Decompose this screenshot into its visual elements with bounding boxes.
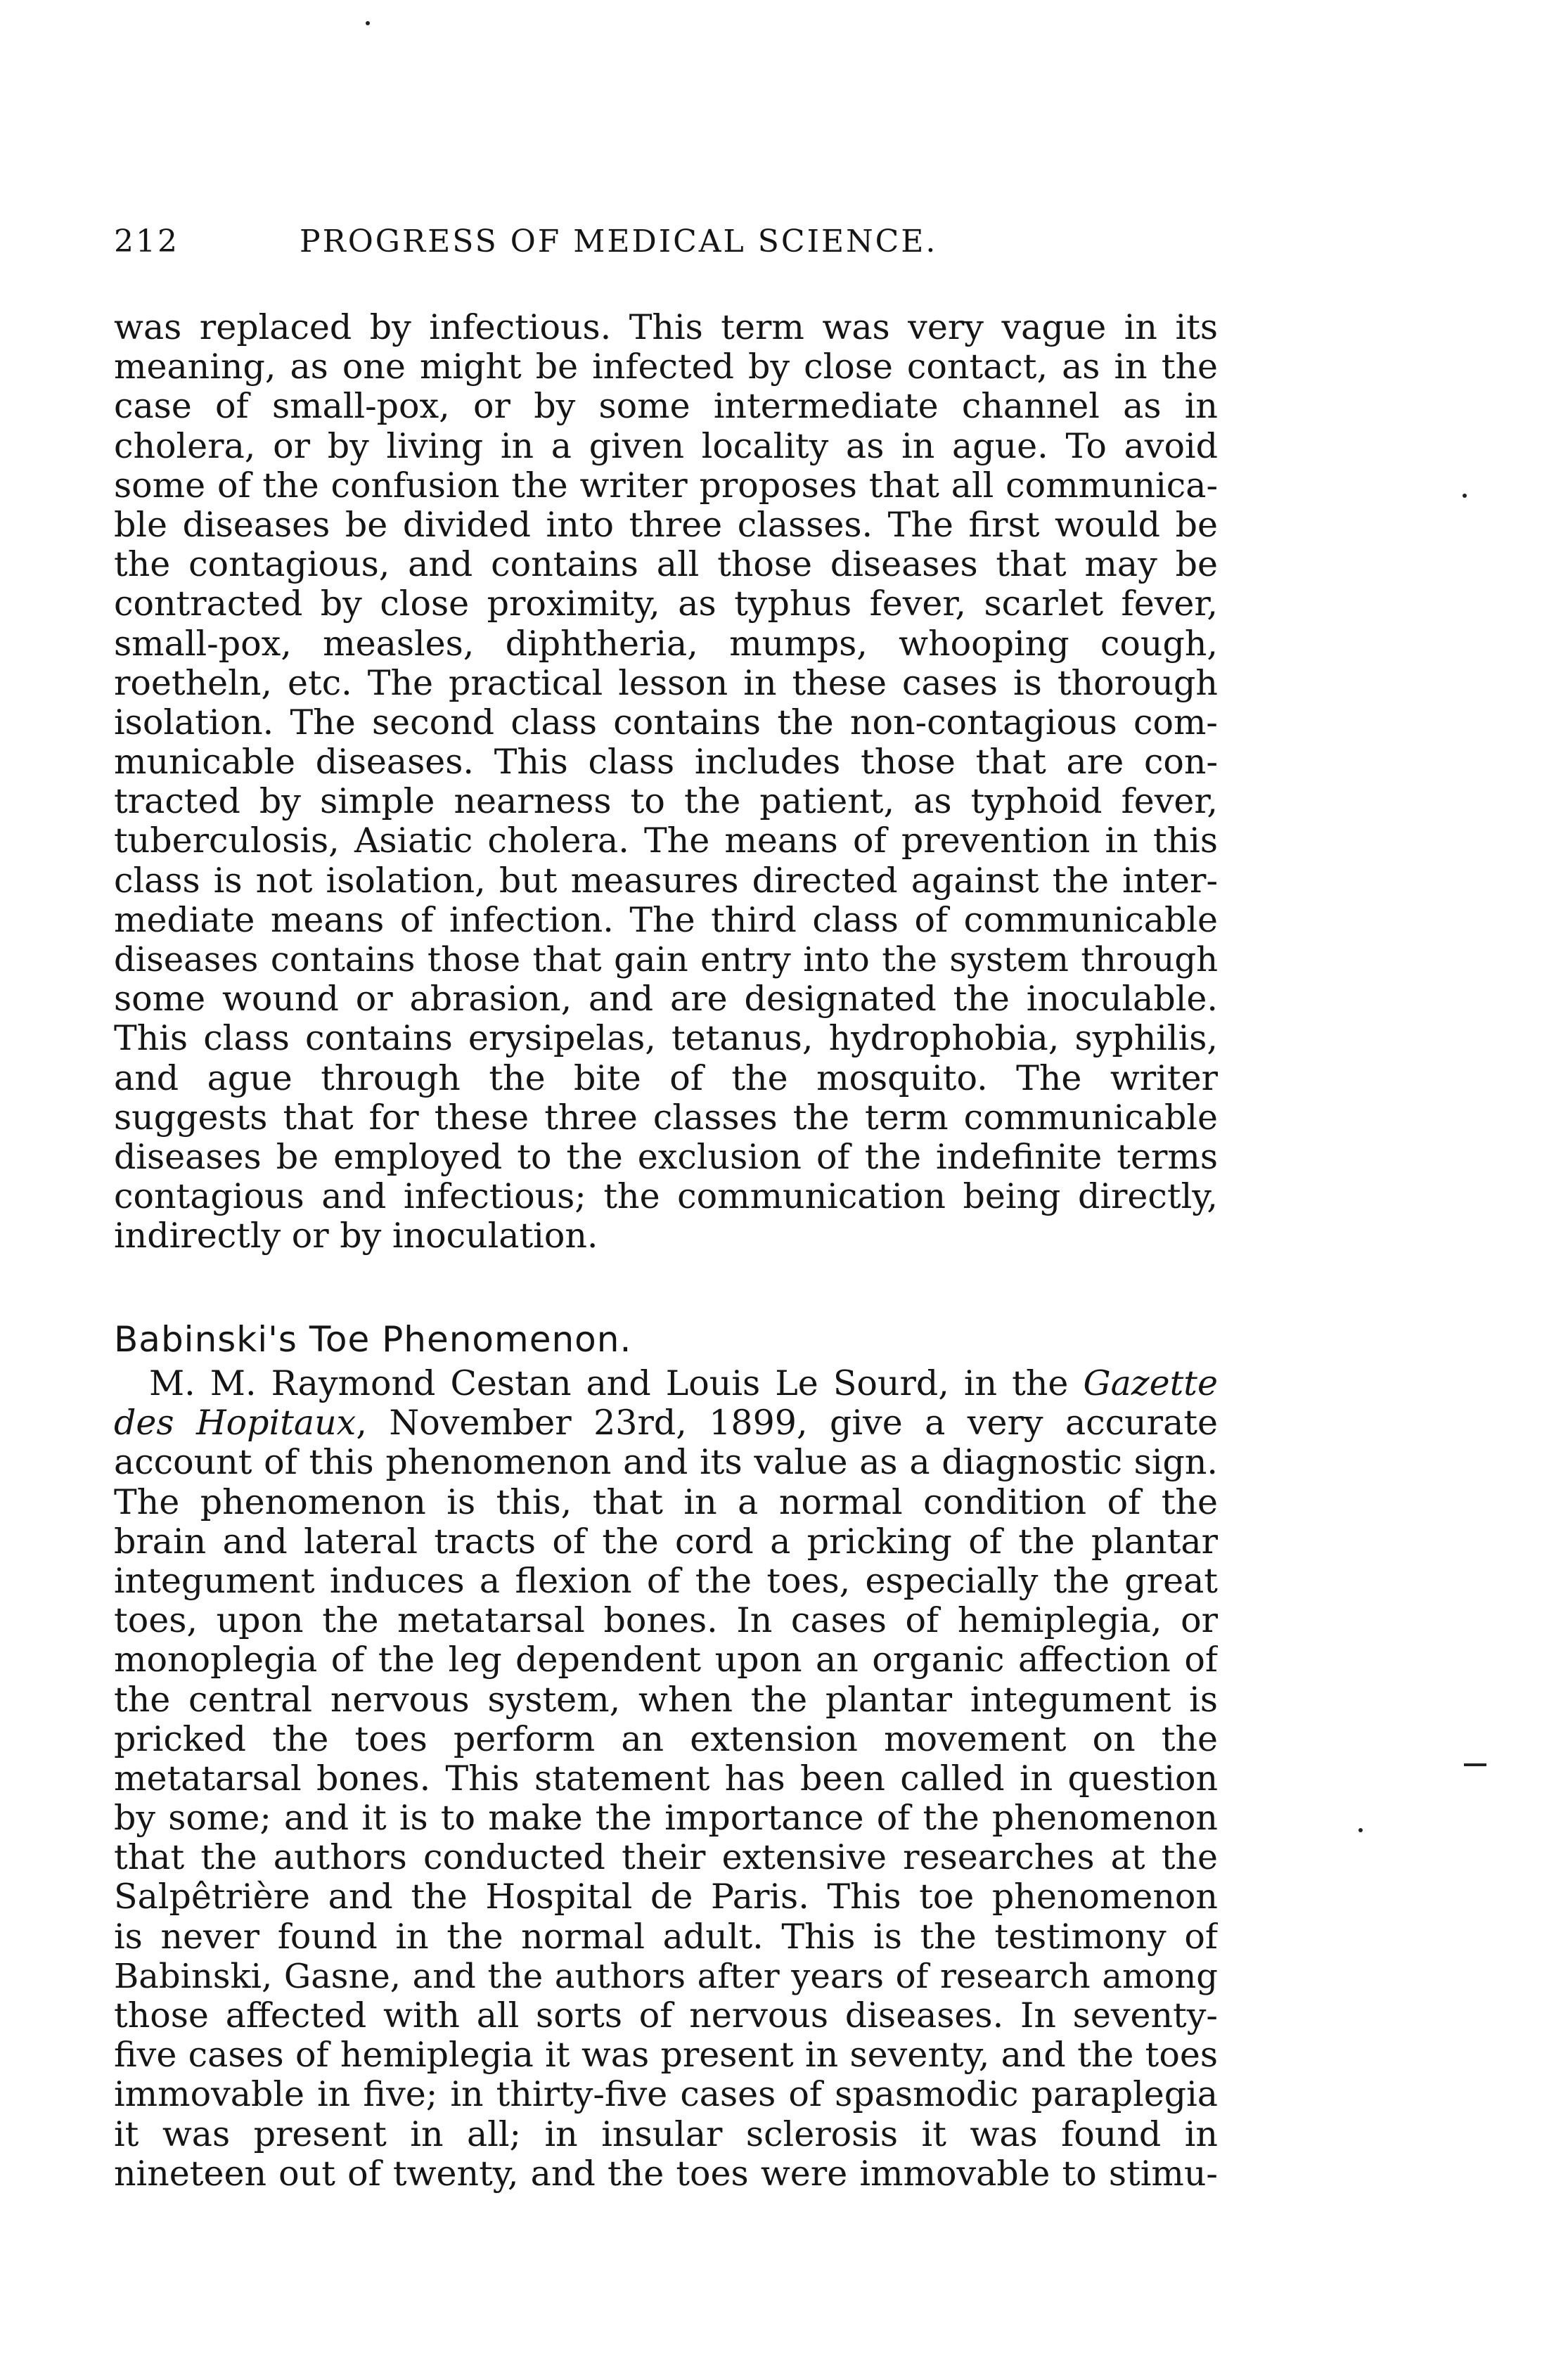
paragraph-line: it was present in all; in insular sclerosis it was found in [114, 2114, 1218, 2154]
paragraph-line: diseases contains those that gain entry into the system through [114, 940, 1218, 979]
paragraph-line: monoplegia of the leg dependent upon an organic affection of [114, 1640, 1218, 1680]
paragraph-line: the contagious, and contains all those diseases that may be [114, 545, 1218, 585]
ink-speck [1463, 494, 1467, 498]
paragraph-line: those affected with all sorts of nervous diseases. In seventy- [114, 1996, 1218, 2036]
paragraph-line: toes, upon the metatarsal bones. In cases of hemiplegia, or [114, 1601, 1218, 1641]
paragraph-line: The phenomenon is this, that in a normal condition of the [114, 1482, 1218, 1522]
paragraph-line: municable diseases. This class includes those that are con- [114, 742, 1218, 783]
paragraph-line: is never found in the normal adult. This is the testimony of [114, 1917, 1218, 1957]
paragraph-line: isolation. The second class contains the non-contagious com- [114, 702, 1218, 742]
line-text: , November 23rd, 1899, give a very accurate [356, 1403, 1218, 1443]
paragraph-line: ble diseases be divided into three classes. The first would be [114, 505, 1218, 545]
paragraph-line: some wound or abrasion, and are designated the inoculable. [114, 979, 1218, 1020]
margin-dash-mark [1464, 1763, 1486, 1766]
paragraph-line: mediate means of infection. The third class of communicable [114, 900, 1218, 940]
paragraph-line: five cases of hemiplegia it was present in seventy, and the toes [114, 2036, 1218, 2076]
paragraph-line: immovable in five; in thirty-five cases of spasmodic paraplegia [114, 2075, 1218, 2115]
paragraph-line: account of this phenomenon and its value as a diagnostic sign. [114, 1443, 1218, 1483]
paragraph-line: and ague through the bite of the mosquito. The writer [114, 1058, 1218, 1098]
paragraph-line: nineteen out of twenty, and the toes were immovable to stimu- [114, 2154, 1218, 2194]
paragraph-line: pricked the toes perform an extension movement on the [114, 1719, 1218, 1759]
paragraph-line: that the authors conducted their extensive researches at the [114, 1838, 1218, 1878]
paragraph-line: tracted by simple nearness to the patient, as typhoid fever, [114, 782, 1218, 822]
paragraph-line: This class contains erysipelas, tetanus, hydrophobia, syphilis, [114, 1019, 1218, 1059]
paragraph-line: meaning, as one might be infected by close contact, as in the [114, 347, 1218, 387]
journal-title-part: Gazette [1083, 1364, 1218, 1403]
line-text: M. M. Raymond Cestan and Louis Le Sourd, in the [149, 1364, 1084, 1403]
running-head: PROGRESS OF MEDICAL SCIENCE. [300, 224, 938, 259]
ink-speck [366, 21, 370, 25]
journal-title-part: des Hopitaux [114, 1403, 356, 1443]
section-heading: Babinski's Toe Phenomenon. [114, 1319, 632, 1360]
paragraph-line: case of small-pox, or by some intermediate channel as in [114, 387, 1218, 427]
paragraph-line: was replaced by infectious. This term was very vague in its [114, 308, 1218, 347]
paragraph-line: the central nervous system, when the plantar integument is [114, 1680, 1218, 1720]
paragraph-line: Babinski, Gasne, and the authors after years of research among [114, 1956, 1218, 1996]
paragraph-line: contagious and infectious; the communication being directly, [114, 1177, 1218, 1217]
paragraph-line: contracted by close proximity, as typhus fever, scarlet fever, [114, 584, 1218, 624]
paragraph-line: by some; and it is to make the importance of the phenomenon [114, 1799, 1218, 1839]
paragraph-line: metatarsal bones. This statement has been called in question [114, 1758, 1218, 1799]
page-number: 212 [114, 224, 179, 259]
paragraph-line [114, 1403, 1218, 1443]
page-header [114, 224, 1211, 273]
paragraph-line: cholera, or by living in a given locality as in ague. To avoid [114, 426, 1218, 466]
paragraph-line: suggests that for these three classes the term communicable [114, 1098, 1218, 1138]
paragraph-line: class is not isolation, but measures directed against the inter- [114, 861, 1218, 901]
section-paragraph [114, 1364, 1218, 2194]
paragraph-line: diseases be employed to the exclusion of the indefinite terms [114, 1137, 1218, 1177]
paragraph-line: brain and lateral tracts of the cord a pricking of the plantar [114, 1522, 1218, 1562]
paragraph-line: some of the confusion the writer proposes that all communica- [114, 465, 1218, 506]
paragraph-line: indirectly or by inoculation. [114, 1216, 598, 1256]
paragraph-line: roetheln, etc. The practical lesson in these cases is thorough [114, 663, 1218, 703]
ink-speck [1358, 1828, 1363, 1832]
paragraph-line: tuberculosis, Asiatic cholera. The means of prevention in this [114, 821, 1218, 861]
paragraph-line: Salpêtrière and the Hospital de Paris. This toe phenomenon [114, 1877, 1218, 1917]
continued-paragraph [114, 308, 1218, 1256]
paragraph-line [114, 1364, 1218, 1403]
paragraph-line: integument induces a flexion of the toes, especially the great [114, 1561, 1218, 1601]
paragraph-line: small-pox, measles, diphtheria, mumps, whooping cough, [114, 624, 1218, 664]
